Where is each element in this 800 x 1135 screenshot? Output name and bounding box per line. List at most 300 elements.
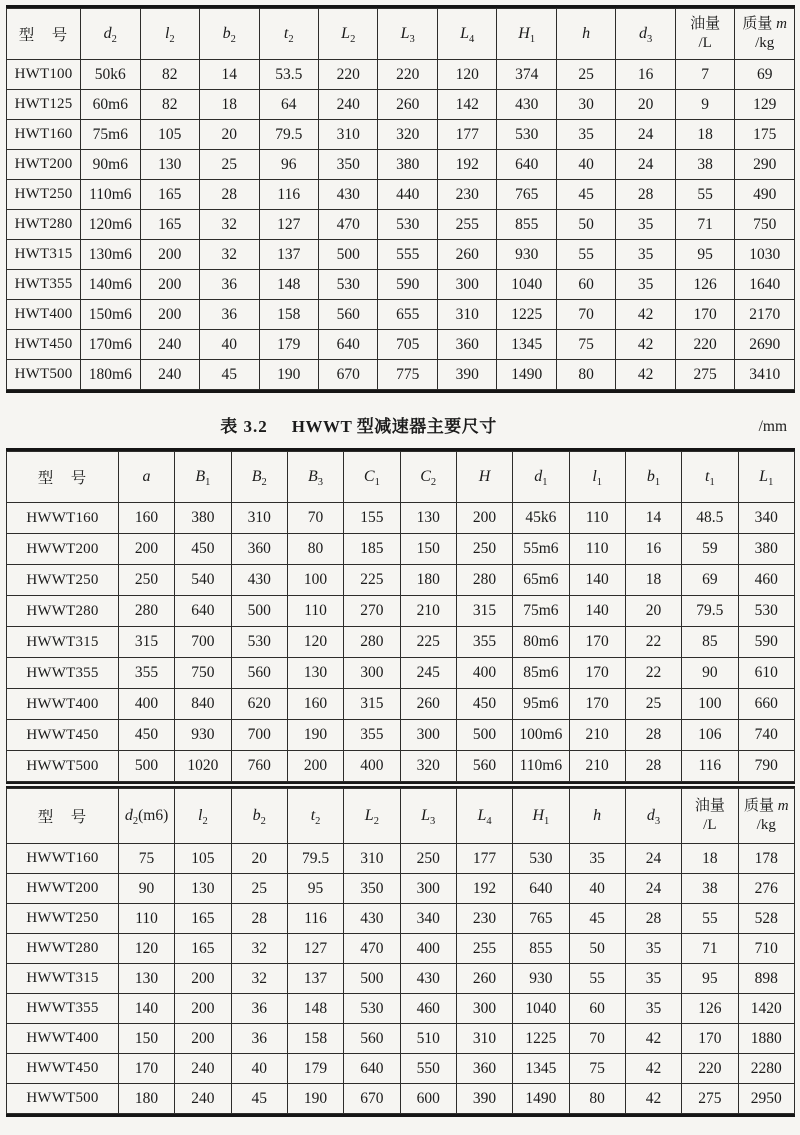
value-cell: 38 — [682, 874, 738, 904]
value-cell: 79.5 — [259, 120, 318, 150]
model-cell: HWT500 — [7, 360, 81, 390]
value-cell: 450 — [118, 720, 174, 751]
value-cell: 28 — [200, 180, 259, 210]
value-cell: 210 — [569, 751, 625, 782]
value-cell: 140 — [569, 596, 625, 627]
value-cell: 240 — [140, 330, 199, 360]
value-cell: 200 — [140, 270, 199, 300]
value-cell: 192 — [456, 874, 512, 904]
value-cell: 1345 — [497, 330, 556, 360]
value-cell: 150m6 — [81, 300, 140, 330]
value-cell: 750 — [175, 658, 231, 689]
value-cell: 275 — [675, 360, 734, 390]
value-cell: 80 — [287, 534, 343, 565]
value-cell: 40 — [200, 330, 259, 360]
value-cell: 179 — [259, 330, 318, 360]
value-cell: 95m6 — [513, 689, 569, 720]
value-cell: 140m6 — [81, 270, 140, 300]
value-cell: 170 — [569, 658, 625, 689]
value-cell: 130m6 — [81, 240, 140, 270]
value-cell: 40 — [569, 874, 625, 904]
value-cell: 560 — [319, 300, 378, 330]
value-cell: 177 — [456, 844, 512, 874]
caption-text — [0, 415, 753, 439]
value-cell: 20 — [616, 90, 675, 120]
value-cell: 70 — [569, 1024, 625, 1054]
value-cell: 28 — [625, 904, 681, 934]
column-header: $b_1$ — [625, 452, 681, 503]
value-cell: 18 — [675, 120, 734, 150]
value-cell: 85m6 — [513, 658, 569, 689]
value-cell: 170 — [118, 1054, 174, 1084]
value-cell: 50k6 — [81, 60, 140, 90]
model-cell: HWWT160 — [7, 503, 119, 534]
table-row — [7, 964, 795, 994]
column-header: 质量 m /kg — [738, 789, 795, 844]
model-cell: HWWT500 — [7, 1084, 119, 1114]
model-cell: HWT200 — [7, 150, 81, 180]
value-cell: 35 — [625, 934, 681, 964]
table-row — [7, 994, 795, 1024]
value-cell: 70 — [556, 300, 615, 330]
value-cell: 48.5 — [682, 503, 738, 534]
value-cell: 300 — [400, 720, 456, 751]
model-cell: HWWT315 — [7, 964, 119, 994]
value-cell: 315 — [118, 627, 174, 658]
value-cell: 315 — [344, 689, 400, 720]
value-cell: 120 — [118, 934, 174, 964]
value-cell: 82 — [140, 90, 199, 120]
model-cell: HWT125 — [7, 90, 81, 120]
value-cell: 71 — [675, 210, 734, 240]
value-cell: 165 — [140, 180, 199, 210]
value-cell: 140 — [118, 994, 174, 1024]
value-cell: 110 — [118, 904, 174, 934]
value-cell: 620 — [231, 689, 287, 720]
model-cell: HWWT355 — [7, 994, 119, 1024]
table-row — [7, 565, 795, 596]
value-cell: 310 — [437, 300, 496, 330]
value-cell: 50 — [569, 934, 625, 964]
value-cell: 36 — [231, 1024, 287, 1054]
value-cell: 500 — [319, 240, 378, 270]
column-header: $H_1$ — [497, 9, 556, 60]
table-row — [7, 360, 795, 390]
table-row — [7, 60, 795, 90]
model-cell: HWWT250 — [7, 904, 119, 934]
value-cell: 355 — [344, 720, 400, 751]
value-cell: 35 — [625, 964, 681, 994]
value-cell: 380 — [738, 534, 795, 565]
value-cell: 75 — [118, 844, 174, 874]
value-cell: 560 — [456, 751, 512, 782]
caption-number: 表 3.2 — [220, 417, 268, 436]
value-cell: 130 — [287, 658, 343, 689]
model-cell: HWWT450 — [7, 1054, 119, 1084]
value-cell: 160 — [118, 503, 174, 534]
table-row — [7, 300, 795, 330]
model-cell: HWT100 — [7, 60, 81, 90]
model-cell: HWWT400 — [7, 689, 119, 720]
value-cell: 1345 — [513, 1054, 569, 1084]
value-cell: 510 — [400, 1024, 456, 1054]
value-cell: 430 — [400, 964, 456, 994]
column-header: $L_1$ — [738, 452, 795, 503]
value-cell: 775 — [378, 360, 437, 390]
value-cell: 210 — [400, 596, 456, 627]
column-header: $b_2$ — [200, 9, 259, 60]
value-cell: 590 — [378, 270, 437, 300]
value-cell: 95 — [287, 874, 343, 904]
value-cell: 1225 — [513, 1024, 569, 1054]
value-cell: 710 — [738, 934, 795, 964]
value-cell: 374 — [497, 60, 556, 90]
column-header: $d_2$ — [81, 9, 140, 60]
value-cell: 898 — [738, 964, 795, 994]
value-cell: 160 — [287, 689, 343, 720]
value-cell: 18 — [200, 90, 259, 120]
value-cell: 540 — [175, 565, 231, 596]
value-cell: 38 — [675, 150, 734, 180]
column-header: $d_3$ — [616, 9, 675, 60]
value-cell: 276 — [738, 874, 795, 904]
value-cell: 116 — [682, 751, 738, 782]
model-cell: HWWT450 — [7, 720, 119, 751]
value-cell: 440 — [378, 180, 437, 210]
value-cell: 220 — [682, 1054, 738, 1084]
value-cell: 855 — [497, 210, 556, 240]
value-cell: 320 — [378, 120, 437, 150]
value-cell: 255 — [456, 934, 512, 964]
model-cell: HWT250 — [7, 180, 81, 210]
value-cell: 90 — [682, 658, 738, 689]
value-cell: 765 — [497, 180, 556, 210]
model-cell: HWT450 — [7, 330, 81, 360]
table-row — [7, 270, 795, 300]
column-header: $t_1$ — [682, 452, 738, 503]
value-cell: 700 — [175, 627, 231, 658]
value-cell: 42 — [616, 300, 675, 330]
table-row — [7, 874, 795, 904]
value-cell: 530 — [513, 844, 569, 874]
value-cell: 28 — [616, 180, 675, 210]
model-cell: HWT160 — [7, 120, 81, 150]
value-cell: 260 — [378, 90, 437, 120]
value-cell: 270 — [344, 596, 400, 627]
value-cell: 840 — [175, 689, 231, 720]
value-cell: 90 — [118, 874, 174, 904]
value-cell: 25 — [231, 874, 287, 904]
value-cell: 200 — [456, 503, 512, 534]
value-cell: 140 — [569, 565, 625, 596]
column-header: 型 号 — [7, 9, 81, 60]
caption-title: HWWT 型减速器主要尺寸 — [291, 417, 497, 436]
value-cell: 200 — [140, 300, 199, 330]
value-cell: 350 — [344, 874, 400, 904]
value-cell: 28 — [625, 751, 681, 782]
column-header: $B_2$ — [231, 452, 287, 503]
value-cell: 137 — [259, 240, 318, 270]
value-cell: 129 — [735, 90, 795, 120]
value-cell: 120 — [287, 627, 343, 658]
value-cell: 40 — [556, 150, 615, 180]
column-header: $b_2$ — [231, 789, 287, 844]
value-cell: 670 — [344, 1084, 400, 1114]
value-cell: 60 — [556, 270, 615, 300]
value-cell: 260 — [437, 240, 496, 270]
value-cell: 24 — [625, 874, 681, 904]
table-row — [7, 934, 795, 964]
value-cell: 90m6 — [81, 150, 140, 180]
value-cell: 100 — [287, 565, 343, 596]
value-cell: 127 — [259, 210, 318, 240]
column-header: $l_2$ — [140, 9, 199, 60]
value-cell: 120m6 — [81, 210, 140, 240]
value-cell: 590 — [738, 627, 795, 658]
value-cell: 170 — [682, 1024, 738, 1054]
model-cell: HWWT315 — [7, 627, 119, 658]
value-cell: 430 — [319, 180, 378, 210]
value-cell: 120 — [437, 60, 496, 90]
value-cell: 110m6 — [81, 180, 140, 210]
value-cell: 110 — [569, 534, 625, 565]
value-cell: 245 — [400, 658, 456, 689]
column-header: $L_3$ — [378, 9, 437, 60]
value-cell: 240 — [175, 1084, 231, 1114]
value-cell: 400 — [400, 934, 456, 964]
value-cell: 1880 — [738, 1024, 795, 1054]
value-cell: 300 — [437, 270, 496, 300]
model-cell: HWWT200 — [7, 874, 119, 904]
hwwt-table-section — [6, 448, 795, 1117]
value-cell: 24 — [616, 120, 675, 150]
value-cell: 14 — [200, 60, 259, 90]
value-cell: 110 — [569, 503, 625, 534]
value-cell: 14 — [625, 503, 681, 534]
value-cell: 1040 — [497, 270, 556, 300]
value-cell: 240 — [319, 90, 378, 120]
value-cell: 45 — [556, 180, 615, 210]
value-cell: 500 — [456, 720, 512, 751]
model-cell: HWT280 — [7, 210, 81, 240]
value-cell: 450 — [456, 689, 512, 720]
value-cell: 200 — [118, 534, 174, 565]
value-cell: 79.5 — [682, 596, 738, 627]
value-cell: 35 — [556, 120, 615, 150]
value-cell: 130 — [118, 964, 174, 994]
value-cell: 80 — [556, 360, 615, 390]
table-row — [7, 534, 795, 565]
value-cell: 36 — [231, 994, 287, 1024]
column-header: $B_3$ — [287, 452, 343, 503]
model-cell: HWWT160 — [7, 844, 119, 874]
value-cell: 930 — [175, 720, 231, 751]
value-cell: 310 — [231, 503, 287, 534]
value-cell: 116 — [259, 180, 318, 210]
value-cell: 300 — [400, 874, 456, 904]
value-cell: 60m6 — [81, 90, 140, 120]
value-cell: 1640 — [735, 270, 795, 300]
value-cell: 250 — [400, 844, 456, 874]
value-cell: 42 — [616, 330, 675, 360]
column-header: $L_2$ — [344, 789, 400, 844]
value-cell: 390 — [456, 1084, 512, 1114]
column-header: $L_4$ — [456, 789, 512, 844]
value-cell: 130 — [140, 150, 199, 180]
value-cell: 45 — [231, 1084, 287, 1114]
value-cell: 18 — [682, 844, 738, 874]
value-cell: 300 — [456, 994, 512, 1024]
value-cell: 42 — [616, 360, 675, 390]
value-cell: 95 — [675, 240, 734, 270]
value-cell: 75 — [569, 1054, 625, 1084]
header-row — [7, 789, 795, 844]
value-cell: 158 — [287, 1024, 343, 1054]
value-cell: 177 — [437, 120, 496, 150]
value-cell: 220 — [378, 60, 437, 90]
value-cell: 170 — [569, 689, 625, 720]
value-cell: 180 — [118, 1084, 174, 1114]
value-cell: 230 — [456, 904, 512, 934]
value-cell: 550 — [400, 1054, 456, 1084]
value-cell: 1020 — [175, 751, 231, 782]
value-cell: 700 — [231, 720, 287, 751]
value-cell: 250 — [456, 534, 512, 565]
column-header: $C_1$ — [344, 452, 400, 503]
value-cell: 32 — [200, 210, 259, 240]
table-row — [7, 720, 795, 751]
hwwt-shaft-table — [6, 788, 795, 1114]
value-cell: 69 — [735, 60, 795, 90]
value-cell: 126 — [675, 270, 734, 300]
table-row — [7, 658, 795, 689]
column-header: 油量 /L — [682, 789, 738, 844]
value-cell: 250 — [118, 565, 174, 596]
value-cell: 530 — [319, 270, 378, 300]
value-cell: 75m6 — [513, 596, 569, 627]
value-cell: 1030 — [735, 240, 795, 270]
table-row — [7, 1084, 795, 1114]
value-cell: 185 — [344, 534, 400, 565]
value-cell: 142 — [437, 90, 496, 120]
value-cell: 530 — [497, 120, 556, 150]
value-cell: 59 — [682, 534, 738, 565]
value-cell: 360 — [456, 1054, 512, 1084]
value-cell: 430 — [231, 565, 287, 596]
column-header: 型 号 — [7, 789, 119, 844]
value-cell: 760 — [231, 751, 287, 782]
value-cell: 105 — [175, 844, 231, 874]
value-cell: 79.5 — [287, 844, 343, 874]
column-header: $d_3$ — [625, 789, 681, 844]
value-cell: 192 — [437, 150, 496, 180]
value-cell: 42 — [625, 1054, 681, 1084]
value-cell: 28 — [625, 720, 681, 751]
value-cell: 55 — [682, 904, 738, 934]
table-row — [7, 689, 795, 720]
value-cell: 350 — [319, 150, 378, 180]
value-cell: 32 — [231, 964, 287, 994]
table-row — [7, 844, 795, 874]
value-cell: 50 — [556, 210, 615, 240]
value-cell: 70 — [287, 503, 343, 534]
value-cell: 32 — [231, 934, 287, 964]
value-cell: 225 — [400, 627, 456, 658]
hwt-table-section — [6, 5, 795, 393]
table-row — [7, 596, 795, 627]
value-cell: 148 — [287, 994, 343, 1024]
value-cell: 360 — [437, 330, 496, 360]
value-cell: 2950 — [738, 1084, 795, 1114]
value-cell: 930 — [513, 964, 569, 994]
value-cell: 1040 — [513, 994, 569, 1024]
value-cell: 280 — [456, 565, 512, 596]
column-header: $l_2$ — [175, 789, 231, 844]
value-cell: 200 — [175, 964, 231, 994]
hwwt-dimensions-table — [6, 451, 795, 782]
value-cell: 55 — [675, 180, 734, 210]
value-cell: 75 — [556, 330, 615, 360]
value-cell: 640 — [497, 150, 556, 180]
value-cell: 16 — [625, 534, 681, 565]
value-cell: 705 — [378, 330, 437, 360]
value-cell: 36 — [200, 270, 259, 300]
value-cell: 340 — [400, 904, 456, 934]
model-cell: HWT400 — [7, 300, 81, 330]
value-cell: 1490 — [513, 1084, 569, 1114]
value-cell: 528 — [738, 904, 795, 934]
model-cell: HWWT355 — [7, 658, 119, 689]
value-cell: 45 — [569, 904, 625, 934]
value-cell: 69 — [682, 565, 738, 596]
value-cell: 280 — [344, 627, 400, 658]
value-cell: 2690 — [735, 330, 795, 360]
value-cell: 450 — [175, 534, 231, 565]
value-cell: 35 — [616, 270, 675, 300]
value-cell: 400 — [344, 751, 400, 782]
value-cell: 530 — [344, 994, 400, 1024]
column-header: $t_2$ — [259, 9, 318, 60]
value-cell: 610 — [738, 658, 795, 689]
table-row — [7, 180, 795, 210]
value-cell: 180 — [400, 565, 456, 596]
table-row — [7, 1054, 795, 1084]
value-cell: 1490 — [497, 360, 556, 390]
unit-label: /mm — [758, 418, 787, 435]
value-cell: 660 — [738, 689, 795, 720]
value-cell: 930 — [497, 240, 556, 270]
value-cell: 740 — [738, 720, 795, 751]
value-cell: 60 — [569, 994, 625, 1024]
value-cell: 855 — [513, 934, 569, 964]
value-cell: 555 — [378, 240, 437, 270]
value-cell: 430 — [497, 90, 556, 120]
value-cell: 22 — [625, 658, 681, 689]
value-cell: 390 — [437, 360, 496, 390]
value-cell: 1420 — [738, 994, 795, 1024]
value-cell: 42 — [625, 1024, 681, 1054]
table-row — [7, 330, 795, 360]
column-header: $B_1$ — [175, 452, 231, 503]
value-cell: 355 — [456, 627, 512, 658]
value-cell: 20 — [231, 844, 287, 874]
value-cell: 105 — [140, 120, 199, 150]
value-cell: 95 — [682, 964, 738, 994]
value-cell: 765 — [513, 904, 569, 934]
value-cell: 137 — [287, 964, 343, 994]
value-cell: 20 — [200, 120, 259, 150]
value-cell: 260 — [456, 964, 512, 994]
